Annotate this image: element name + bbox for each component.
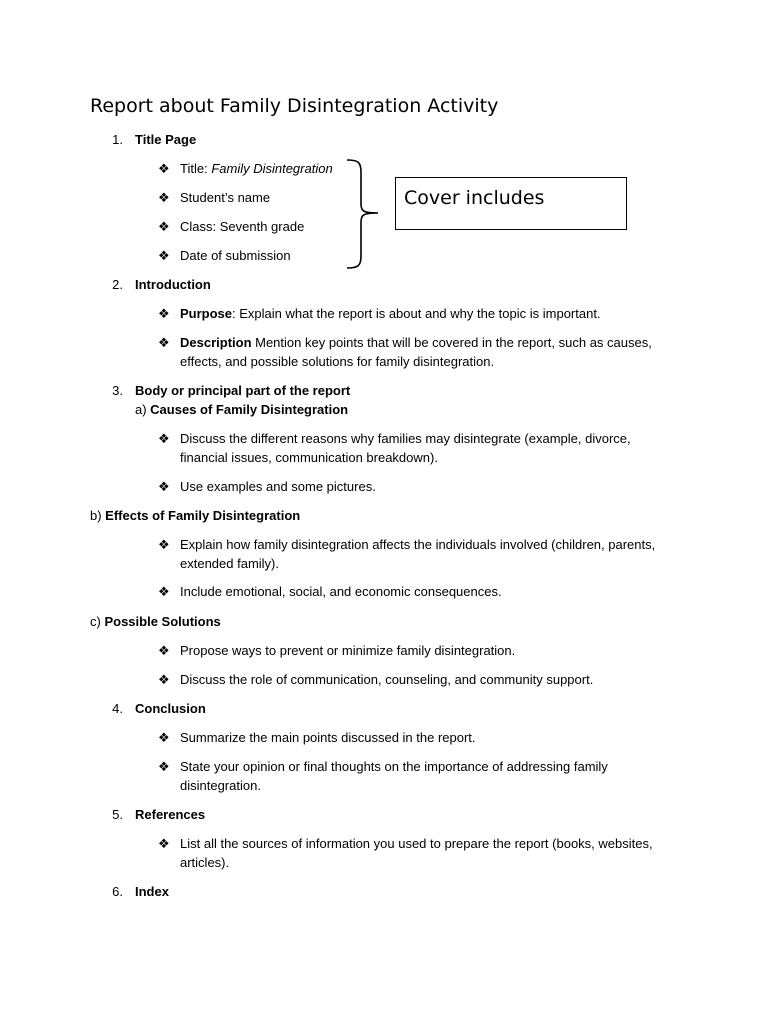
cover-includes-box	[395, 177, 627, 230]
bullet-icon: ❖	[158, 248, 170, 263]
section-2-number: 2.	[112, 277, 123, 292]
list-item: Discuss the role of communication, counseling, and community support.	[180, 672, 594, 687]
subsection-a-heading	[135, 400, 348, 419]
section-6-heading: Index	[135, 884, 169, 899]
section-6-number: 6.	[112, 884, 123, 899]
list-item: Class: Seventh grade	[180, 219, 305, 234]
list-item	[180, 159, 680, 178]
list-item: Explain how family disintegration affects the individuals involved (children, parents, extended family).	[180, 537, 656, 571]
bullet-icon: ❖	[158, 190, 170, 205]
list-item: Use examples and some pictures.	[180, 479, 376, 494]
item-bold: Purpose	[180, 306, 233, 321]
list-item	[180, 304, 680, 323]
subsection-title: Effects of Family Disintegration	[105, 508, 301, 523]
section-3-heading: Body or principal part of the report	[135, 383, 351, 398]
bullet-icon: ❖	[158, 672, 170, 687]
bullet-icon: ❖	[158, 836, 170, 851]
subsection-c-heading	[90, 612, 221, 631]
document-title: Report about Family Disintegration Activity	[90, 95, 499, 117]
bullet-icon: ❖	[158, 759, 170, 774]
item-bold: Description	[180, 335, 252, 350]
list-item: List all the sources of information you used to prepare the report (books, websites, articles).	[180, 836, 653, 870]
list-item: Propose ways to prevent or minimize family disintegration.	[180, 643, 516, 658]
subsection-prefix: b)	[90, 508, 106, 523]
section-1-heading: Title Page	[135, 132, 197, 147]
section-5-heading: References	[135, 807, 206, 822]
list-item: Discuss the different reasons why families may disintegrate (example, divorce, financial issues, communication breakdown).	[180, 431, 631, 465]
bullet-icon: ❖	[158, 306, 170, 321]
section-1-number: 1.	[112, 132, 123, 147]
bullet-icon: ❖	[158, 431, 170, 446]
section-2-heading: Introduction	[135, 277, 211, 292]
list-item: Summarize the main points discussed in the report.	[180, 730, 476, 745]
section-3-number: 3.	[112, 383, 123, 398]
section-4-number: 4.	[112, 701, 123, 716]
bullet-icon: ❖	[158, 643, 170, 658]
subsection-b-heading	[90, 506, 300, 525]
cover-includes-label: Cover includes	[404, 187, 545, 209]
section-4-heading: Conclusion	[135, 701, 206, 716]
subsection-prefix: c)	[90, 614, 105, 629]
list-item: Student’s name	[180, 190, 271, 205]
item-prefix: Title:	[180, 161, 212, 176]
item-italic: Family Disintegration	[211, 161, 333, 176]
subsection-title: Possible Solutions	[104, 614, 221, 629]
item-text: : Explain what the report is about and why the topic is important.	[232, 306, 601, 321]
list-item: State your opinion or final thoughts on the importance of addressing family disintegration.	[180, 759, 608, 793]
subsection-prefix: a)	[135, 402, 151, 417]
item-text: Mention key points that will be covered in the report, such as causes, effects, and possible solutions for family disintegration.	[180, 335, 652, 369]
bullet-icon: ❖	[158, 730, 170, 745]
section-5-number: 5.	[112, 807, 123, 822]
list-item	[180, 333, 680, 371]
bullet-icon: ❖	[158, 335, 170, 350]
curly-brace-icon	[344, 158, 384, 270]
bullet-icon: ❖	[158, 584, 170, 599]
bullet-icon: ❖	[158, 479, 170, 494]
list-item: Include emotional, social, and economic consequences.	[180, 584, 502, 599]
bullet-icon: ❖	[158, 537, 170, 552]
list-item: Date of submission	[180, 248, 291, 263]
bullet-icon: ❖	[158, 219, 170, 234]
subsection-title: Causes of Family Disintegration	[150, 402, 349, 417]
bullet-icon: ❖	[158, 161, 170, 176]
